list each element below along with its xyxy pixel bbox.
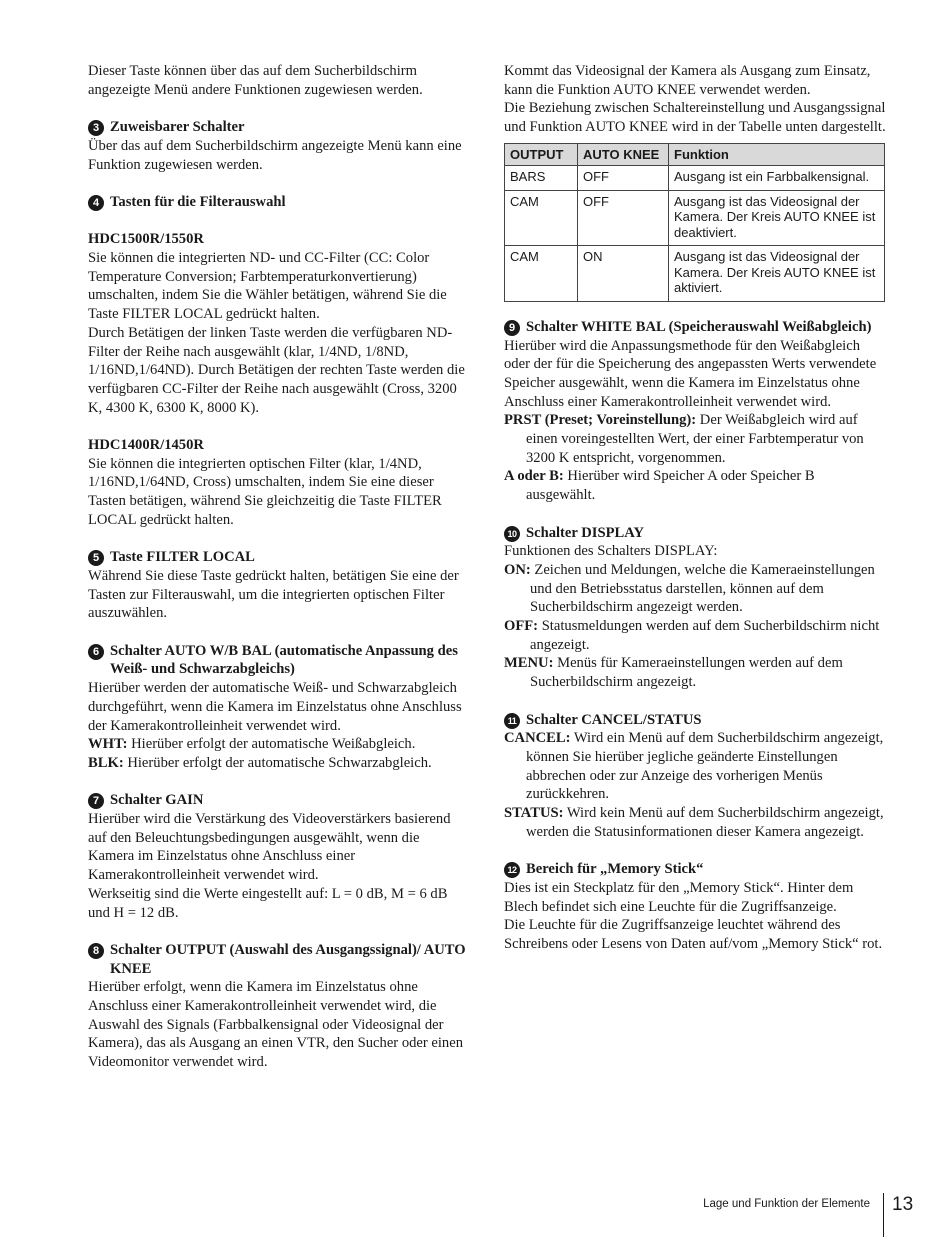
section-title: Schalter CANCEL/STATUS: [526, 711, 702, 728]
definition-item: [504, 561, 886, 617]
table-header-cell: AUTO KNEE: [578, 143, 669, 166]
circled-number-icon: 3: [88, 120, 104, 136]
footer-divider: [883, 1193, 884, 1237]
table-header-cell: Funktion: [669, 143, 885, 166]
definition-text: Wird kein Menü auf dem Sucherbildschirm angezeigt, werden die Statusinformationen dieser Kamera angezeigt.: [526, 805, 884, 840]
table-header-row: [505, 143, 885, 166]
section-title: Taste FILTER LOCAL: [110, 549, 255, 566]
circled-number-icon: 11: [504, 713, 520, 729]
definition-label: PRST (Preset; Voreinstellung):: [504, 412, 697, 429]
definition-label: WHT:: [88, 736, 128, 753]
right-column: [504, 62, 886, 954]
definition-item: [504, 467, 886, 504]
circled-number-icon: 12: [504, 862, 520, 878]
definition-label: ON:: [504, 561, 531, 578]
table-header-cell: OUTPUT: [505, 143, 578, 166]
left-column: [88, 62, 468, 1072]
table-cell: Ausgang ist das Videosignal der Kamera. Der Kreis AUTO KNEE ist deaktiviert.: [669, 190, 885, 246]
section-title: Schalter GAIN: [110, 792, 204, 809]
definition-label: BLK:: [88, 754, 124, 771]
table-cell: Ausgang ist das Videosignal der Kamera. Der Kreis AUTO KNEE ist aktiviert.: [669, 246, 885, 302]
table-row: [505, 246, 885, 302]
section-text: Durch Betätigen der linken Taste werden die verfügbaren ND-Filter der Reihe nach ausgewählt (klar, 1/4ND, 1/8ND, 1/16ND,1/64ND). Durch Betätigen der rechten Taste werden die verfügbaren CC-Filter der Reihe nach ausgewählt (Cross, 3200 K, 4300 K, 6300 K, 8000 K).: [88, 324, 465, 416]
definition-label: CANCEL:: [504, 730, 571, 747]
footer-section-title: Lage und Funktion der Elemente: [703, 1198, 870, 1210]
section-text: Sie können die integrierten optischen Filter (klar, 1/4ND, 1/16ND,1/64ND, Cross) umschalten, indem Sie eine dieser Tasten betätigen, während Sie gleichzeitig die Taste FILTER LOCAL gedrückt halten.: [88, 455, 442, 528]
section-title: Tasten für die Filterauswahl: [110, 193, 286, 210]
section-heading: [504, 318, 886, 337]
table-row: [505, 190, 885, 246]
section-text: Werkseitig sind die Werte eingestellt auf: L = 0 dB, M = 6 dB und H = 12 dB.: [88, 885, 448, 921]
section-text: Sie können die integrierten ND- und CC-Filter (CC: Color Temperature Conversion; Farbtemperaturkonvertierung) umschalten, indem Sie die Wähler betätigen, während Sie die Taste FILTER LOCAL gedrückt halten.: [88, 249, 447, 323]
circled-number-icon: 8: [88, 943, 104, 959]
section-title: Schalter OUTPUT (Auswahl des Ausgangssignal)/ AUTO KNEE: [110, 941, 466, 977]
intro-text: Dieser Taste können über das auf dem Sucherbildschirm angezeigte Menü andere Funktionen zugewiesen werden.: [88, 63, 423, 98]
definition-item: [88, 754, 468, 773]
definition-text: Hierüber erfolgt der automatische Weißabgleich.: [127, 736, 416, 753]
definition-text: Wird ein Menü auf dem Sucherbildschirm angezeigt, können Sie hierüber jegliche geänderte Einstellungen abbrechen oder zur Anzeige des vorherigen Menüs zurückkehren.: [526, 730, 884, 803]
circled-number-icon: 4: [88, 195, 104, 211]
circled-number-icon: 7: [88, 793, 104, 809]
table-row: [505, 166, 885, 191]
output-autoknee-table: [504, 143, 885, 302]
circled-number-icon: 5: [88, 550, 104, 566]
definition-item: [504, 411, 886, 467]
table-cell: CAM: [505, 246, 578, 302]
section-text: Hierüber erfolgt, wenn die Kamera im Einzelstatus ohne Anschluss einer Kamerakontrolleinheit verwendet wird, die Auswahl des Signals (Farbbalkensignal oder Videosignal der Kamera), das als Ausgang an einen VTR, den Sucher oder einen Videomonitor verwendet wird.: [88, 979, 463, 1071]
table-cell: BARS: [505, 166, 578, 191]
definition-label: STATUS:: [504, 805, 564, 822]
page-number: 13: [892, 1194, 914, 1215]
table-cell: OFF: [578, 166, 669, 191]
definition-text: Hierüber wird Speicher A oder Speicher B ausgewählt.: [526, 468, 815, 504]
circled-number-icon: 9: [504, 320, 520, 336]
definition-text: Zeichen und Meldungen, welche die Kameraeinstellungen und den Betriebsstatus darstellen, können auf dem Sucherbildschirm angezeigt werden.: [530, 561, 875, 616]
table-cell: CAM: [505, 190, 578, 246]
section-heading: [88, 193, 468, 212]
section-title: Schalter AUTO W/B BAL (automatische Anpassung des Weiß- und Schwarzabgleichs): [110, 642, 458, 678]
definition-text: Menüs für Kameraeinstellungen werden auf dem Sucherbildschirm angezeigt.: [530, 655, 843, 691]
definition-text: Statusmeldungen werden auf dem Sucherbildschirm nicht angezeigt.: [530, 618, 880, 653]
section-text: Hierüber wird die Verstärkung des Videoverstärkers basierend auf den Beleuchtungsbedingungen ausgewählt, wenn die Kamera im Einzelstatus ohne Anschluss einer Kamerakontrolleinheit verwendet wird.: [88, 811, 451, 884]
section-heading: [88, 791, 468, 810]
section-text: Hierüber wird die Anpassungsmethode für den Weißabgleich oder der für die Speicherung des angepassten Werts verwendete Speicher ausgewählt, wenn die Kamera im Einzelstatus ohne Anschluss einer Kamerakontrolleinheit verwendet wird.: [504, 337, 877, 410]
intro-text: Die Beziehung zwischen Schaltereinstellung und Ausgangssignal und Funktion AUTO KNEE wird in der Tabelle unten dargestellt.: [504, 100, 886, 136]
circled-number-icon: 10: [504, 526, 520, 542]
section-text: Dies ist ein Steckplatz für den „Memory Stick“. Hinter dem Blech befindet sich eine Leuchte für die Zugriffsanzeige.: [504, 879, 854, 915]
section-heading: [88, 941, 468, 978]
section-title: Schalter DISPLAY: [526, 524, 644, 541]
section-heading: [504, 860, 886, 879]
section-heading: [88, 548, 468, 567]
section-heading: [88, 642, 468, 679]
section-text: Über das auf dem Sucherbildschirm angezeigte Menü kann eine Funktion zugewiesen werden.: [88, 137, 462, 173]
section-text: Funktionen des Schalters DISPLAY:: [504, 543, 718, 560]
section-text: Die Leuchte für die Zugriffsanzeige leuchtet während des Schreibens oder Lesens von Daten auf/vom „Memory Stick“ rot.: [504, 917, 883, 952]
definition-item: [504, 729, 886, 804]
table-cell: ON: [578, 246, 669, 302]
definition-label: MENU:: [504, 655, 554, 672]
definition-text: Der Weißabgleich wird auf einen voreingestellten Wert, der einer Farbtemperatur von 3200 K entspricht, vorgenommen.: [526, 412, 864, 466]
definition-item: [504, 654, 886, 691]
section-heading: [504, 711, 886, 730]
section-title: Schalter WHITE BAL (Speicherauswahl Weißabgleich): [526, 318, 872, 335]
definition-label: A oder B:: [504, 468, 564, 485]
section-title: Bereich für „Memory Stick“: [526, 861, 704, 878]
section-heading: [88, 118, 468, 137]
definition-item: [504, 804, 886, 841]
model-subheading: HDC1500R/1550R: [88, 231, 204, 248]
section-title: Zuweisbarer Schalter: [110, 119, 245, 136]
section-text: Während Sie diese Taste gedrückt halten, betätigen Sie eine der Tasten zur Filterauswahl, um die integrierten optischen Filter auszuwählen.: [88, 567, 459, 622]
model-subheading: HDC1400R/1450R: [88, 437, 204, 453]
circled-number-icon: 6: [88, 644, 104, 660]
table-cell: OFF: [578, 190, 669, 246]
intro-text: Kommt das Videosignal der Kamera als Ausgang zum Einsatz, kann die Funktion AUTO KNEE verwendet werden.: [504, 63, 871, 98]
definition-item: [88, 735, 468, 754]
table-cell: Ausgang ist ein Farbbalkensignal.: [669, 166, 885, 191]
section-heading: [504, 524, 886, 543]
section-text: Hierüber werden der automatische Weiß- und Schwarzabgleich durchgeführt, wenn die Kamera im Einzelstatus ohne Anschluss der Kamerakontrolleinheit verwendet wird.: [88, 680, 462, 734]
definition-item: [504, 617, 886, 654]
definition-label: OFF:: [504, 618, 539, 635]
definition-text: Hierüber erfolgt der automatische Schwarzabgleich.: [123, 754, 432, 771]
